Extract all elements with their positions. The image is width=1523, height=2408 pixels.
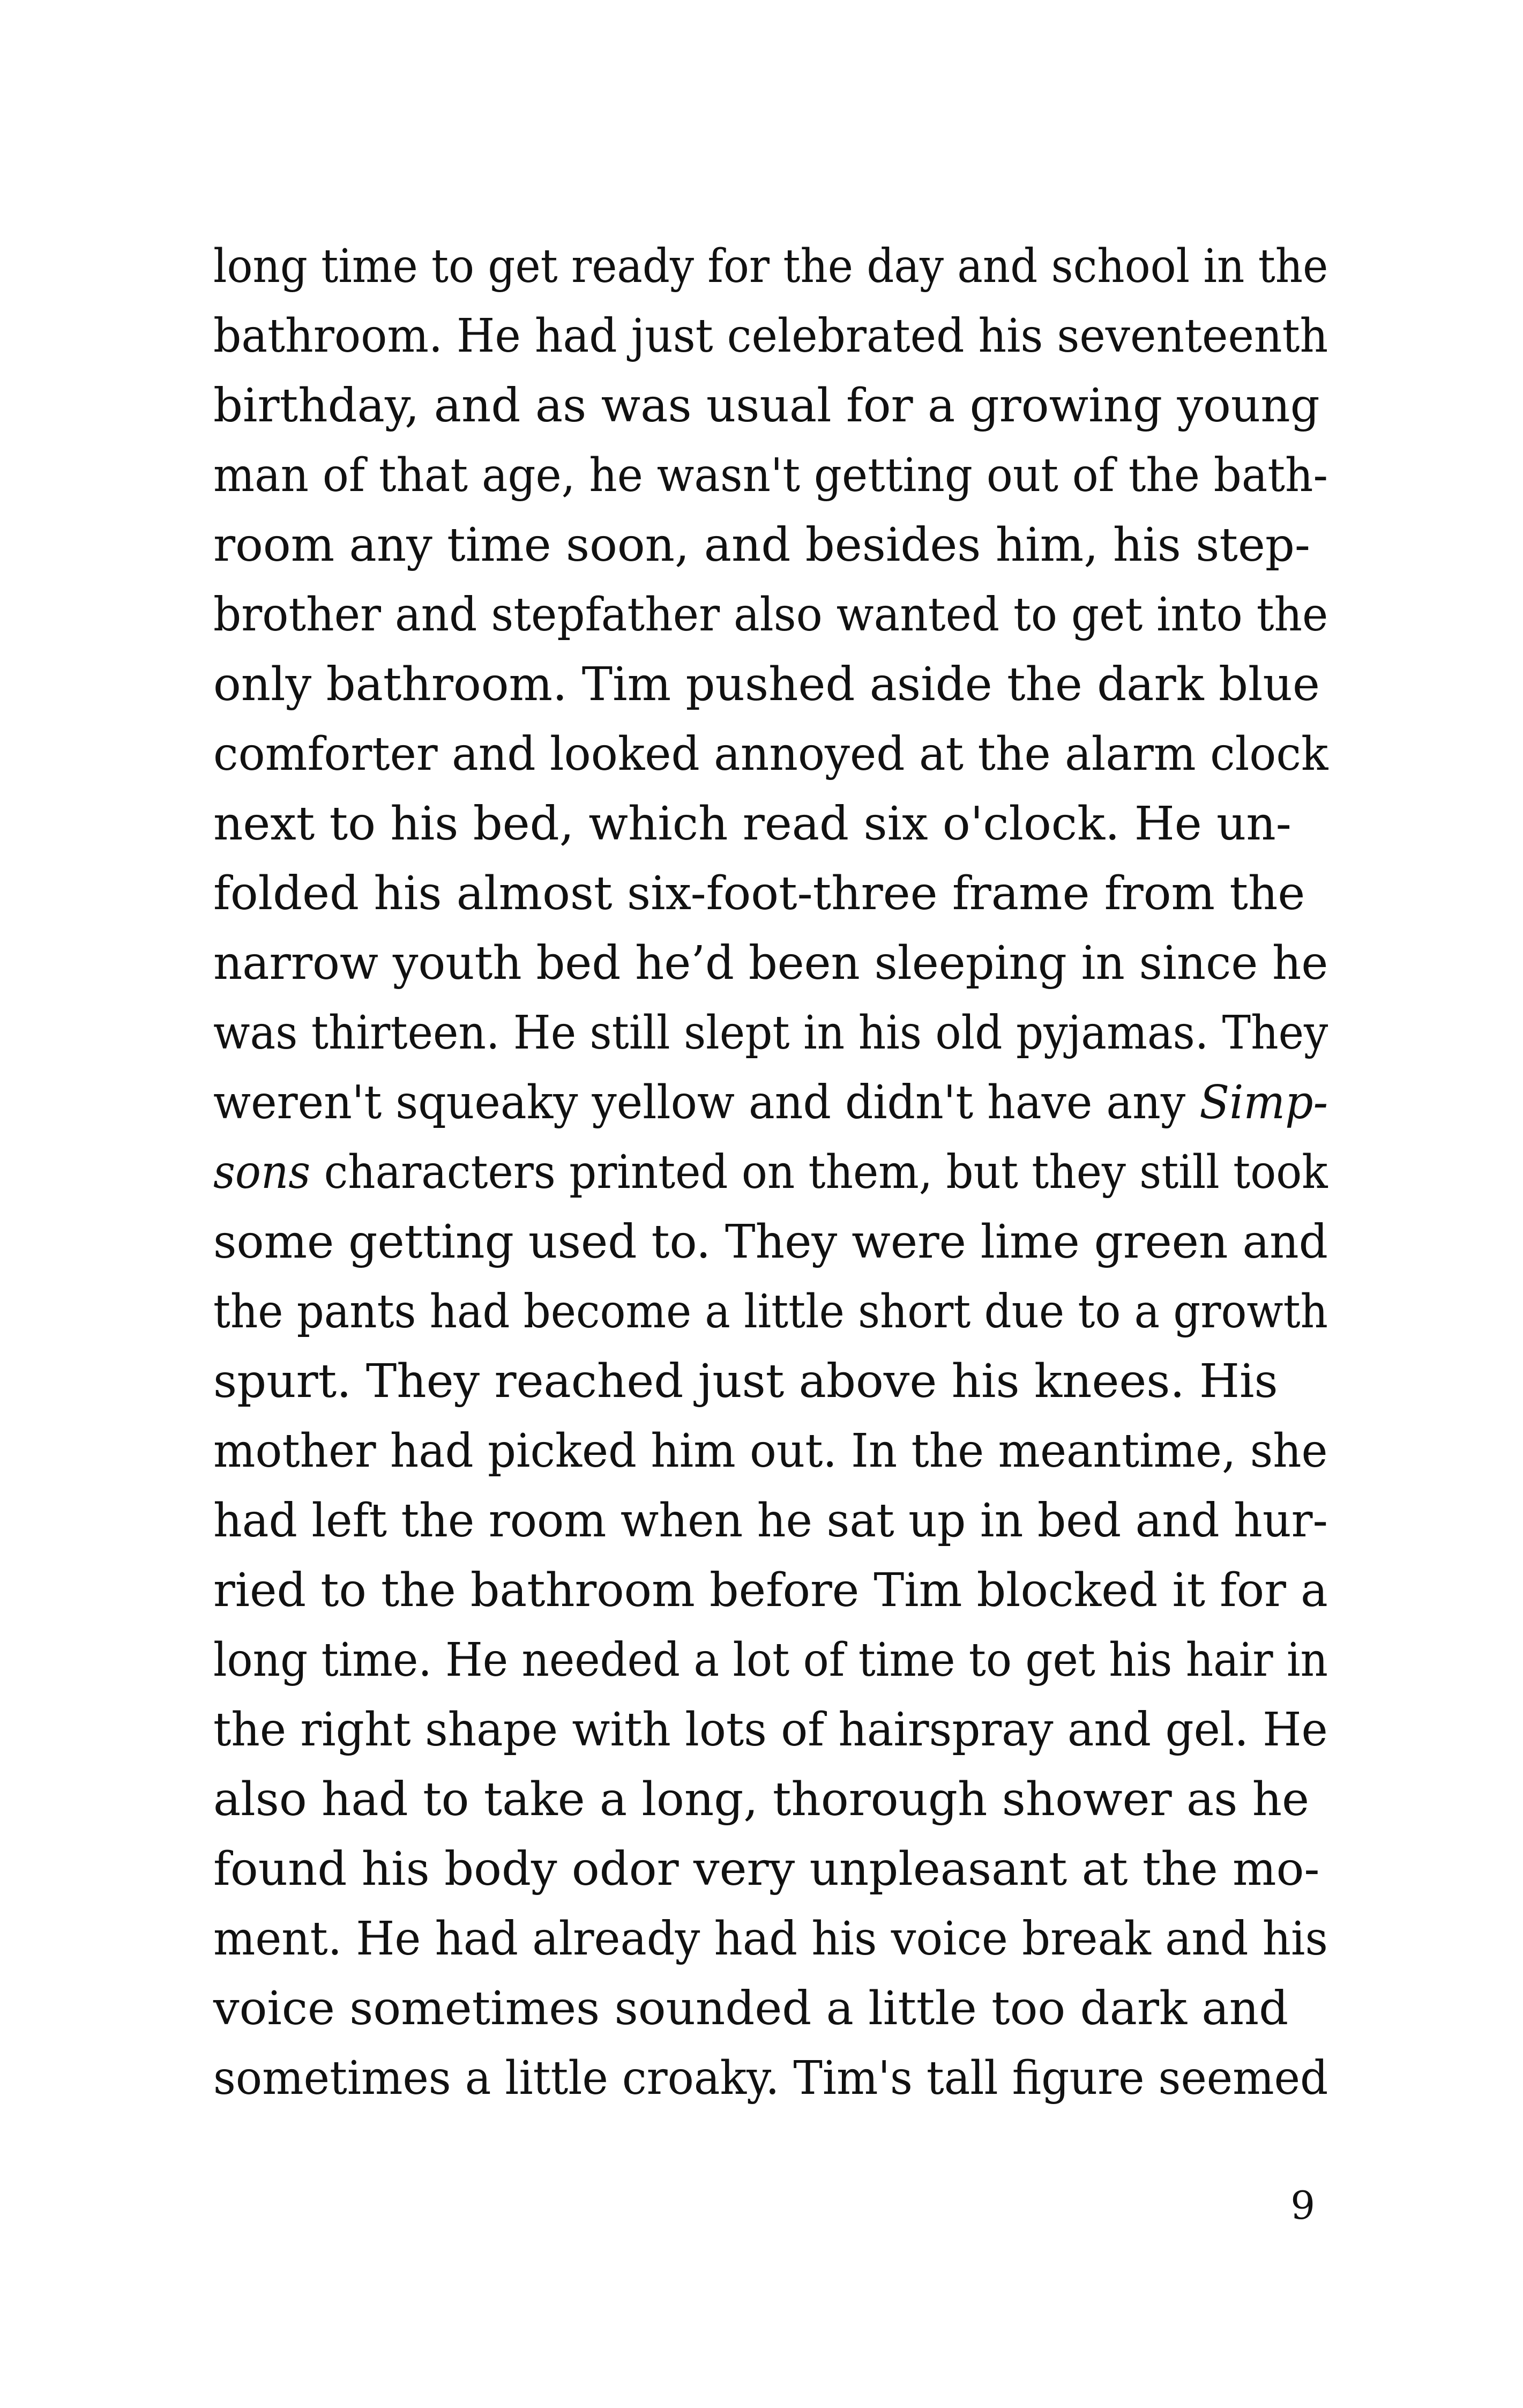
text-segment: also had to take a long, thorough shower as he bbox=[213, 1773, 1309, 1826]
text-segment: folded his almost six-foot-three frame from the bbox=[213, 867, 1305, 920]
text-line bbox=[213, 1556, 1328, 1625]
text-segment: ment. He had already had his voice break and his bbox=[213, 1912, 1328, 1966]
text-segment: brother and stepfather also wanted to get into the bbox=[213, 588, 1328, 642]
text-line bbox=[213, 2043, 1328, 2113]
text-segment: sometimes a little croaky. Tim's tall figure seemed bbox=[213, 2052, 1328, 2105]
text-segment: characters printed on them, but they still took bbox=[310, 1146, 1328, 1199]
text-line bbox=[213, 998, 1328, 1068]
text-line bbox=[213, 1904, 1328, 1974]
text-line bbox=[213, 859, 1328, 928]
text-segment: had left the room when he sat up in bed and hur- bbox=[213, 1494, 1328, 1548]
text-segment: some getting used to. They were lime green and bbox=[213, 1215, 1328, 1269]
text-segment: long time. He needed a lot of time to get his hair in bbox=[213, 1633, 1328, 1687]
text-line bbox=[213, 580, 1328, 650]
italic-text: sons bbox=[213, 1146, 311, 1199]
text-line bbox=[213, 928, 1328, 998]
text-line bbox=[213, 1486, 1328, 1556]
text-line bbox=[213, 232, 1328, 301]
page-number: 9 bbox=[1290, 2183, 1315, 2228]
text-segment: next to his bed, which read six o'clock. He un- bbox=[213, 797, 1291, 851]
text-line bbox=[213, 1347, 1328, 1416]
text-line bbox=[213, 510, 1328, 580]
text-segment: comforter and looked annoyed at the alarm clock bbox=[213, 727, 1328, 781]
text-line bbox=[213, 301, 1328, 371]
text-line bbox=[213, 1834, 1328, 1904]
text-line bbox=[213, 1625, 1328, 1695]
text-segment: spurt. They reached just above his knees. His bbox=[213, 1355, 1278, 1408]
text-line bbox=[213, 1695, 1328, 1765]
text-segment: ried to the bathroom before Tim blocked it for a bbox=[213, 1564, 1328, 1617]
text-segment: bathroom. He had just celebrated his seventeenth bbox=[213, 309, 1328, 363]
text-segment: birthday, and as was usual for a growing young bbox=[213, 379, 1320, 433]
text-segment: the right shape with lots of hairspray and gel. He bbox=[213, 1703, 1328, 1757]
text-line bbox=[213, 1416, 1328, 1486]
text-segment: narrow youth bed he’d been sleeping in since he bbox=[213, 937, 1328, 990]
text-segment: mother had picked him out. In the meantime, she bbox=[213, 1424, 1328, 1478]
italic-text: Simp- bbox=[1199, 1076, 1328, 1129]
text-segment: was thirteen. He still slept in his old pyjamas. They bbox=[213, 1006, 1328, 1060]
text-segment: the pants had become a little short due to a growth bbox=[213, 1285, 1328, 1339]
text-segment: only bathroom. Tim pushed aside the dark blue bbox=[213, 658, 1320, 711]
text-line bbox=[213, 441, 1328, 510]
body-text bbox=[213, 232, 1328, 2113]
text-line bbox=[213, 789, 1328, 859]
text-line bbox=[213, 1765, 1328, 1834]
text-line bbox=[213, 1974, 1328, 2043]
text-line bbox=[213, 1138, 1328, 1207]
text-segment: room any time soon, and besides him, his step- bbox=[213, 518, 1310, 572]
text-line bbox=[213, 1277, 1328, 1347]
text-line bbox=[213, 1068, 1328, 1138]
text-segment: man of that age, he wasn't getting out of the bath- bbox=[213, 449, 1328, 502]
text-line bbox=[213, 650, 1328, 719]
text-segment: weren't squeaky yellow and didn't have any bbox=[213, 1076, 1200, 1129]
text-line bbox=[213, 1207, 1328, 1277]
text-segment: voice sometimes sounded a little too dark and bbox=[213, 1982, 1289, 2035]
text-line bbox=[213, 371, 1328, 441]
text-segment: found his body odor very unpleasant at the mo- bbox=[213, 1842, 1320, 1896]
text-line bbox=[213, 719, 1328, 789]
text-segment: long time to get ready for the day and school in the bbox=[213, 240, 1328, 293]
